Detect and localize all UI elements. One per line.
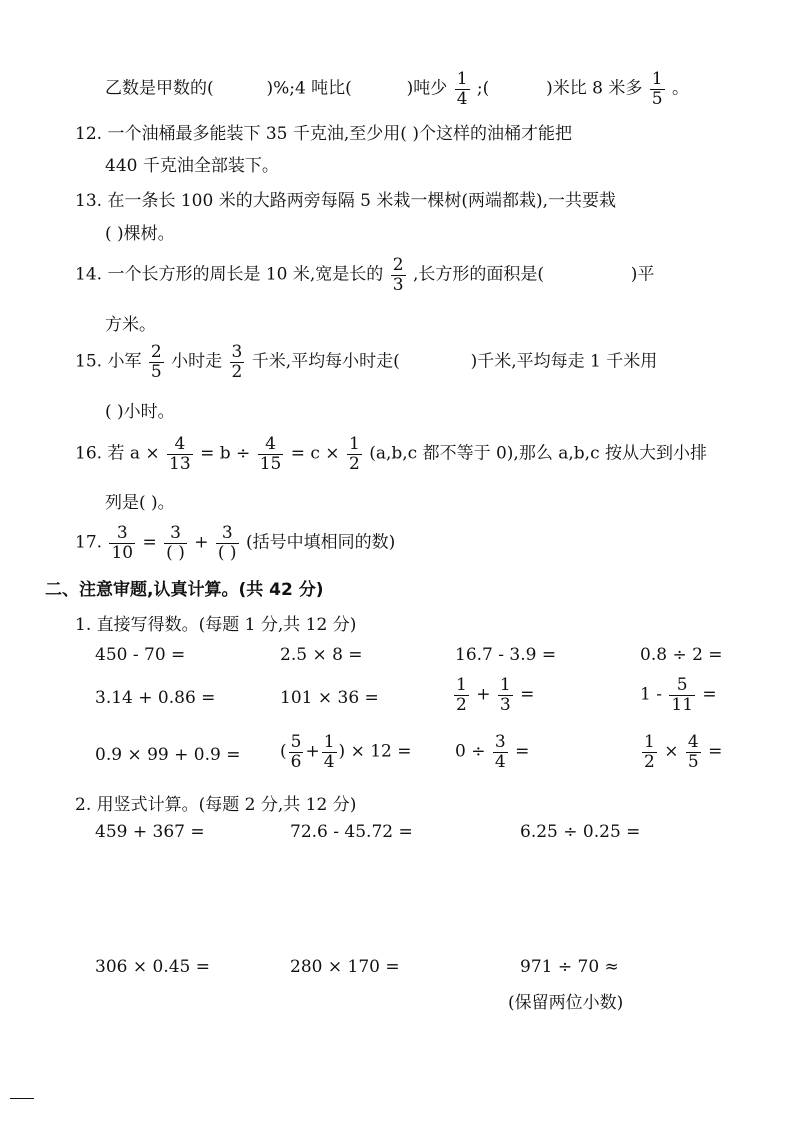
vertical-calc-4: 306 × 0.45 = [95,957,210,977]
problem-14-line-1 [75,256,654,294]
problem-14-line-2: 方米。 [105,315,156,335]
direct-calc-11: 0 ÷ $\frac{3}{4}$ = [455,732,530,772]
direct-calc-4: 0.8 ÷ 2 = [640,645,723,665]
p17-plus: + [194,532,209,553]
p11-text-a: 乙数是甲数的( [105,78,214,99]
direct-calc-3: 16.7 - 3.9 = [455,645,557,665]
direct-calc-6: 101 × 36 = [280,688,379,708]
problem-12-line-1: 12. 一个油桶最多能装下 35 千克油,至少用( )个这样的油桶才能把 [75,124,572,144]
p15-fraction-1: $\frac{2}{5}$ [150,342,162,382]
p11-text-b: )%;4 吨比( [266,78,352,99]
section-2-title: 二、注意审题,认真计算。(共 42 分) [45,580,324,600]
vertical-calc-1: 459 + 367 = [95,822,205,842]
problem-17-line [75,524,395,562]
p11-fraction-1: $\frac{1}{4}$ [456,69,468,109]
vertical-calc-6: 971 ÷ 70 ≈ [520,957,619,977]
problem-12-line-2: 440 千克油全部装下。 [105,156,279,176]
p15-text-a: 15. 小军 [75,351,142,372]
footer-rule [10,1098,34,1099]
p15-fraction-2: $\frac{3}{2}$ [231,342,243,382]
p11-text-d: ;( [476,78,490,99]
p16-fraction-1: $\frac{4}{13}$ [169,434,191,474]
problem-16-line-2: 列是( )。 [105,493,175,513]
p14-text-a: 14. 一个长方形的周长是 10 米,宽是长的 [75,264,384,285]
section-2-question-2: 2. 用竖式计算。(每题 2 分,共 12 分) [75,795,357,815]
p14-fraction: $\frac{2}{3}$ [392,255,404,295]
problem-16-line-1 [75,435,707,473]
p17-fraction-1: $\frac{3}{10}$ [111,523,134,563]
direct-calc-12: $\frac{1}{2}$ × $\frac{4}{5}$ = [644,732,723,772]
direct-calc-9: 0.9 × 99 + 0.9 = [95,745,241,765]
p15-text-c: 千米,平均每小时走( [251,351,400,372]
problem-15-line-2: ( )小时。 [105,402,175,422]
p14-text-c: )平 [630,264,655,285]
p11-text-c: )吨少 [406,78,448,99]
direct-calc-7: $\frac{1}{2}$ + $\frac{1}{3}$ = [456,675,535,715]
p11-fraction-2: $\frac{1}{5}$ [651,69,663,109]
p11-text-e: )米比 8 米多 [546,78,643,99]
p17-fraction-2: $\frac{3}{( )}$ [166,523,185,563]
section-2-question-1: 1. 直接写得数。(每题 1 分,共 12 分) [75,615,357,635]
rounding-note: (保留两位小数) [508,993,624,1013]
problem-13-line-1: 13. 在一条长 100 米的大路两旁每隔 5 米栽一棵树(两端都栽),一共要栽 [75,191,616,211]
p14-text-b: ,长方形的面积是( [412,264,544,285]
vertical-calc-3: 6.25 ÷ 0.25 = [520,822,641,842]
p16-fraction-3: $\frac{1}{2}$ [348,434,360,474]
p11-text-end: 。 [672,78,690,99]
problem-11-line [105,70,689,108]
direct-calc-1: 450 - 70 = [95,645,186,665]
vertical-calc-5: 280 × 170 = [290,957,400,977]
direct-calc-10: ( $\frac{5}{6}$ + $\frac{1}{4}$ ) × 12 = [280,732,412,772]
p17-fraction-3: $\frac{3}{( )}$ [217,523,237,563]
vertical-calc-2: 72.6 - 45.72 = [290,822,413,842]
problem-15-line-1 [75,343,657,381]
p15-text-b: 小时走 [171,351,223,372]
p17-equals: = [142,532,157,553]
p15-text-d: )千米,平均每走 1 千米用 [470,351,658,372]
direct-calc-2: 2.5 × 8 = [280,645,363,665]
p16-fraction-2: $\frac{4}{15}$ [259,434,282,474]
p17-label: 17. [75,532,103,553]
p16-text-b: = b ÷ [200,443,251,464]
p17-note: (括号中填相同的数) [245,532,396,553]
direct-calc-8: 1 - $\frac{5}{11}$ = [640,675,717,715]
p16-text-a: 16. 若 a × [75,443,160,464]
p16-text-c: = c × [290,443,340,464]
p16-text-d: (a,b,c 都不等于 0),那么 a,b,c 按从大到小排 [369,443,707,464]
problem-13-line-2: ( )棵树。 [105,224,175,244]
direct-calc-5: 3.14 + 0.86 = [95,688,216,708]
